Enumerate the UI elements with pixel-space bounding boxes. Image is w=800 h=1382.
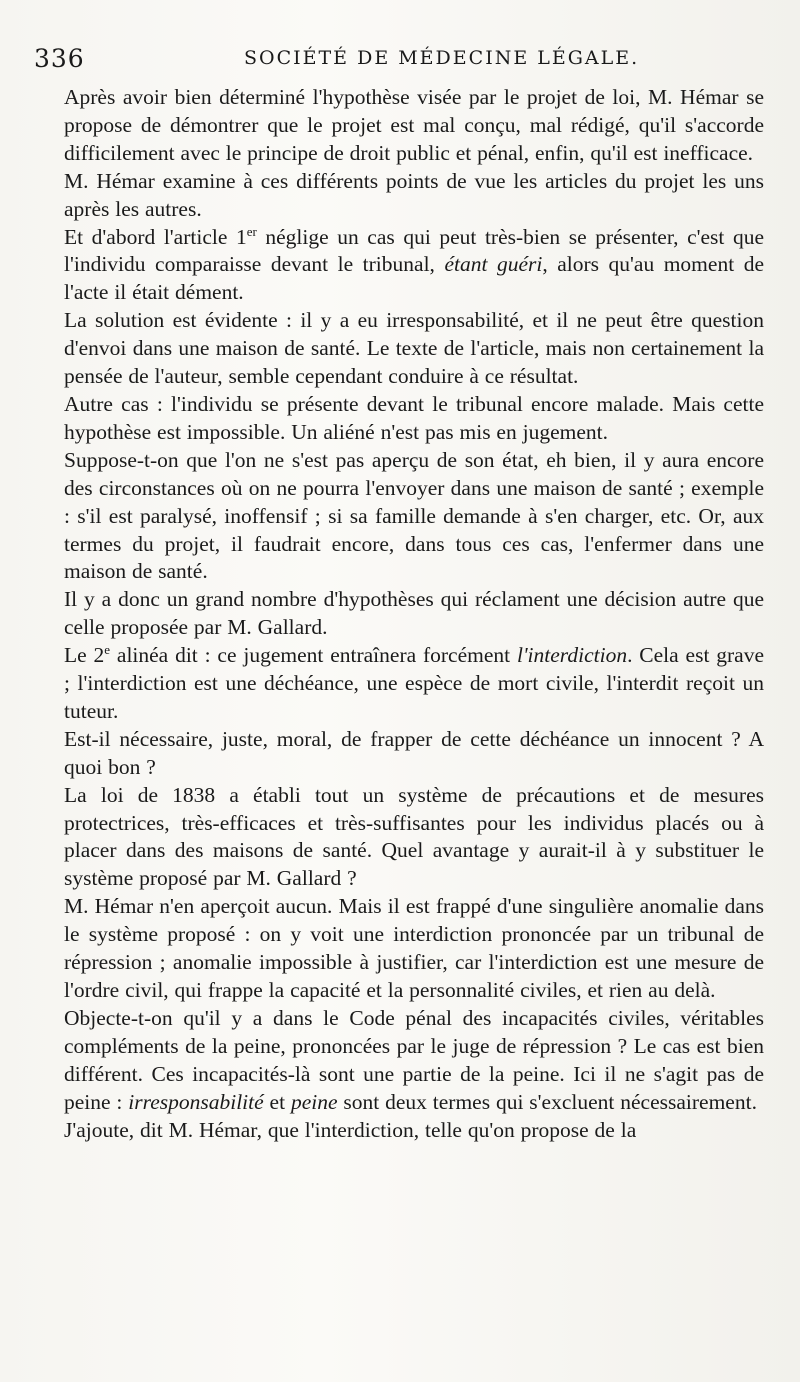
page-number: 336: [34, 44, 85, 73]
paragraph: Le 2e alinéa dit : ce jugement entraînera forcément l'interdiction. Cela est grave ; l'interdiction est une déchéance, une espèce de mort civile, l'interdit reçoit un tuteur.: [64, 642, 765, 723]
italic-text: peine: [290, 1089, 338, 1114]
italic-text: l'interdiction: [516, 643, 628, 668]
paragraph: J'ajoute, dit M. Hémar, que l'interdiction, telle qu'on propose de la: [64, 1117, 637, 1142]
page-header: [34, 44, 774, 78]
paragraph: Et d'abord l'article 1er néglige un cas qui peut très-bien se présenter, c'est que l'individu comparaisse devant le tribunal, étant guéri, alors qu'au moment de l'acte il était dément.: [64, 223, 764, 305]
paragraph: Objecte-t-on qu'il y a dans le Code pénal des incapacités civiles, véritables compléments de la peine, prononcées par le juge de répression ? Le cas est bien différent. Ces incapacités-là sont une partie de la peine. Ici il ne s'agit pas de peine : irresponsabilité et peine sont deux termes qui s'excluent nécessairement.: [64, 1005, 764, 1114]
running-title: SOCIÉTÉ DE MÉDECINE LÉGALE.: [244, 47, 640, 69]
superscript: er: [246, 223, 257, 239]
paragraph: M. Hémar examine à ces différents points de vue les articles du projet les uns après les autres.: [64, 168, 764, 221]
paragraph: Après avoir bien déterminé l'hypothèse visée par le projet de loi, M. Hémar se propose de démontrer que le projet est mal conçu, mal rédigé, qu'il s'accorde difficilement avec le principe de droit public et pénal, enfin, qu'il est inefficace.: [64, 85, 764, 165]
paragraph: M. Hémar n'en aperçoit aucun. Mais il est frappé d'une singulière anomalie dans le système proposé : on y voit une interdiction prononcée par un tribunal de répression ; anomalie impossible à justifier, car l'interdiction est une mesure de l'ordre civil, qui frappe la capacité et la personnalité civiles, et rien au delà.: [64, 894, 764, 1002]
paragraph: Suppose-t-on que l'on ne s'est pas aperçu de son état, eh bien, il y aura encore des circonstances où on ne pourra l'envoyer dans une maison de santé ; exemple : s'il est paralysé, inoffensif ; si sa famille demande à s'en charger, etc. Or, aux termes du projet, il faudrait encore, dans tous ces cas, l'enfermer dans une maison de santé.: [64, 447, 764, 584]
paragraph: Il y a donc un grand nombre d'hypothèses qui réclament une décision autre que celle proposée par M. Gallard.: [64, 587, 764, 640]
paragraph: La solution est évidente : il y a eu irresponsabilité, et il ne peut être question d'envoi dans une maison de santé. Le texte de l'article, mais non certainement la pensée de l'auteur, semble cependant conduire à ce résultat.: [64, 308, 764, 389]
paragraph: Autre cas : l'individu se présente devant le tribunal encore malade. Mais cette hypothèse est impossible. Un aliéné n'est pas mis en jugement.: [64, 391, 764, 444]
paragraph: La loi de 1838 a établi tout un système de précautions et de mesures protectrices, très-efficaces et très-suffisantes pour les individus placés ou à placer dans des maisons de santé. Quel avantage y aurait-il à y substituer le système proposé par M. Gallard ?: [64, 782, 764, 891]
italic-text: irresponsabilité: [128, 1089, 264, 1114]
superscript: e: [104, 642, 111, 658]
paragraph: Est-il nécessaire, juste, moral, de frapper de cette déchéance un innocent ? A quoi bon ?: [64, 726, 764, 779]
italic-text: étant guéri: [444, 252, 543, 277]
body-text: [64, 84, 764, 1144]
